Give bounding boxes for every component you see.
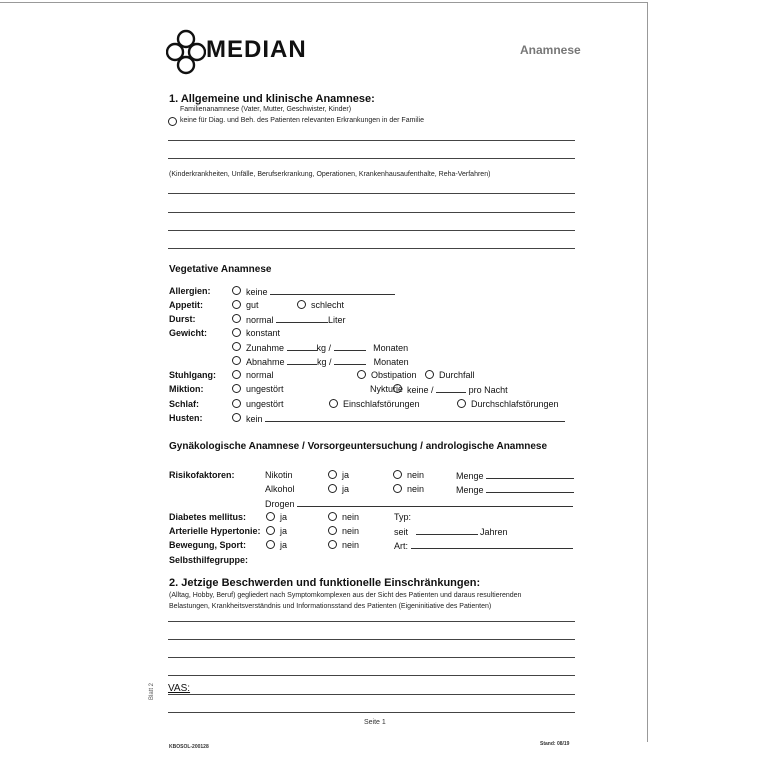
- allergies-none-label: keine: [246, 286, 395, 297]
- weight-gain-label: Zunahme kg / Monaten: [246, 343, 409, 353]
- exercise-no-radio[interactable]: [328, 540, 337, 549]
- sleep-normal-radio[interactable]: [232, 399, 241, 408]
- risk-factors-label: Risikofaktoren:: [169, 470, 235, 480]
- hypertension-no-radio[interactable]: [328, 526, 337, 535]
- text-line[interactable]: [168, 212, 575, 213]
- appetite-label: Appetit:: [169, 300, 203, 310]
- section-2-hint-2: Belastungen, Krankheitsverständnis und Informationsstand des Patienten (Eigeninitiative des Patienten): [169, 603, 492, 610]
- nocturia-none-radio[interactable]: [393, 384, 402, 393]
- diarrhea-label: Durchfall: [439, 370, 475, 380]
- text-line[interactable]: [168, 193, 575, 194]
- micturition-label: Miktion:: [169, 384, 204, 394]
- drugs-label: Drogen: [265, 498, 573, 509]
- nicotine-yes-radio[interactable]: [328, 470, 337, 479]
- yes-label: ja: [280, 526, 288, 536]
- cough-input[interactable]: [265, 413, 565, 422]
- diabetes-label: Diabetes mellitus:: [169, 512, 247, 522]
- yes-label: ja: [280, 512, 288, 522]
- diabetes-no-radio[interactable]: [328, 512, 337, 521]
- thirst-label: Durst:: [169, 314, 196, 324]
- diabetes-yes-radio[interactable]: [266, 512, 275, 521]
- sleep-normal-label: ungestört: [246, 399, 284, 409]
- sleep-onset-radio[interactable]: [329, 399, 338, 408]
- no-label: nein: [342, 526, 360, 536]
- constipation-label: Obstipation: [371, 370, 417, 380]
- vegetative-title: Vegetative Anamnese: [169, 264, 272, 275]
- no-label: nein: [342, 540, 360, 550]
- weight-constant-radio[interactable]: [232, 328, 241, 337]
- sleep-maintenance-label: Durchschlafstörungen: [471, 399, 559, 409]
- text-line[interactable]: [168, 657, 575, 658]
- allergies-none-radio[interactable]: [232, 286, 241, 295]
- appetite-good-radio[interactable]: [232, 300, 241, 309]
- sleep-onset-label: Einschlafstörungen: [343, 399, 420, 409]
- text-line[interactable]: [168, 675, 575, 676]
- hypertension-yes-radio[interactable]: [266, 526, 275, 535]
- stool-label: Stuhlgang:: [169, 370, 216, 380]
- micturition-normal-radio[interactable]: [232, 384, 241, 393]
- appetite-good-label: gut: [246, 300, 259, 310]
- hypertension-label: Arterielle Hypertonie:: [169, 526, 261, 536]
- text-line[interactable]: [168, 158, 575, 159]
- cough-none-label: kein: [246, 413, 565, 424]
- constipation-radio[interactable]: [357, 370, 366, 379]
- drugs-input[interactable]: [297, 498, 573, 507]
- page-number: Seite 1: [364, 719, 386, 726]
- yes-label: ja: [342, 470, 350, 480]
- text-line[interactable]: [168, 248, 575, 249]
- appetite-bad-radio[interactable]: [297, 300, 306, 309]
- alcohol-yes-radio[interactable]: [328, 484, 337, 493]
- page-top-edge: [0, 2, 648, 3]
- nicotine-no-radio[interactable]: [393, 470, 402, 479]
- version-date: Stand: 08/19: [540, 741, 570, 747]
- type-label: Typ:: [394, 512, 412, 522]
- vas-label: VAS:: [168, 683, 191, 694]
- vas-line[interactable]: [168, 694, 575, 695]
- weight-loss-radio[interactable]: [232, 356, 241, 365]
- diarrhea-radio[interactable]: [425, 370, 434, 379]
- text-line[interactable]: [168, 230, 575, 231]
- nicotine-amount: Menge: [456, 470, 574, 481]
- exercise-type-input[interactable]: [411, 540, 573, 549]
- no-label: nein: [407, 484, 425, 494]
- yes-label: ja: [280, 540, 288, 550]
- allergies-label: Allergien:: [169, 286, 211, 296]
- alcohol-no-radio[interactable]: [393, 484, 402, 493]
- page-right-edge: [647, 2, 648, 742]
- allergies-input[interactable]: [270, 286, 395, 295]
- stool-normal-radio[interactable]: [232, 370, 241, 379]
- weight-constant-label: konstant: [246, 328, 281, 338]
- exercise-label: Bewegung, Sport:: [169, 540, 246, 550]
- micturition-normal-label: ungestört: [246, 384, 284, 394]
- nocturia-label: Nykturie: [370, 384, 404, 394]
- liter-input[interactable]: [276, 314, 328, 323]
- section-2-hint-1: (Alltag, Hobby, Beruf) gegliedert nach Symptomkomplexen aus der Sicht des Patienten und daraus resultierenden: [169, 592, 522, 599]
- appetite-bad-label: schlecht: [311, 300, 345, 310]
- median-logo-icon: [166, 28, 206, 76]
- weight-label: Gewicht:: [169, 328, 208, 338]
- document-title: Anamnese: [520, 43, 581, 57]
- text-line[interactable]: [168, 621, 575, 622]
- nicotine-label: Nikotin: [265, 470, 293, 480]
- text-line[interactable]: [168, 140, 575, 141]
- sleep-maintenance-radio[interactable]: [457, 399, 466, 408]
- section-1-title: 1. Allgemeine und klinische Anamnese:: [169, 93, 375, 105]
- weight-gain-radio[interactable]: [232, 342, 241, 351]
- family-history-label: Familienanamnese (Vater, Mutter, Geschwister, Kinder): [180, 106, 352, 113]
- amount-input[interactable]: [486, 484, 574, 493]
- type-of-exercise: Art:: [394, 540, 573, 551]
- alcohol-label: Alkohol: [265, 484, 295, 494]
- since-field: seit Jahren: [394, 527, 508, 537]
- alcohol-amount: Menge: [456, 484, 574, 495]
- no-label: nein: [407, 470, 425, 480]
- text-line[interactable]: [168, 712, 575, 713]
- text-line[interactable]: [168, 639, 575, 640]
- thirst-normal-label: normal Liter: [246, 315, 346, 325]
- since-input[interactable]: [416, 526, 478, 535]
- nocturia-none-label: keine / pro Nacht: [407, 385, 508, 395]
- no-label: nein: [342, 512, 360, 522]
- yes-label: ja: [342, 484, 350, 494]
- thirst-normal-radio[interactable]: [232, 314, 241, 323]
- history-hint: (Kinderkrankheiten, Unfälle, Berufserkrankung, Operationen, Krankenhausaufenthalte, Reha-Verfahren): [169, 171, 491, 178]
- exercise-yes-radio[interactable]: [266, 540, 275, 549]
- cough-none-radio[interactable]: [232, 413, 241, 422]
- form-code: KBOSOL-200128: [169, 744, 209, 750]
- sleep-label: Schlaf:: [169, 399, 200, 409]
- self-help-group-label: Selbsthilfegruppe:: [169, 555, 249, 565]
- amount-input[interactable]: [486, 470, 574, 479]
- sheet-number: Blatt 2: [149, 682, 155, 700]
- logo-text: MEDIAN: [206, 36, 307, 63]
- no-family-disease-radio[interactable]: [168, 117, 177, 126]
- gyn-title: Gynäkologische Anamnese / Vorsorgeuntersuchung / andrologische Anamnese: [169, 441, 548, 452]
- weight-loss-label: Abnahme kg / Monaten: [246, 357, 409, 367]
- no-family-disease-label: keine für Diag. und Beh. des Patienten relevanten Erkrankungen in der Familie: [180, 117, 424, 124]
- stool-normal-label: normal: [246, 370, 274, 380]
- section-2-title: 2. Jetzige Beschwerden und funktionelle Einschränkungen:: [169, 577, 481, 589]
- cough-label: Husten:: [169, 413, 203, 423]
